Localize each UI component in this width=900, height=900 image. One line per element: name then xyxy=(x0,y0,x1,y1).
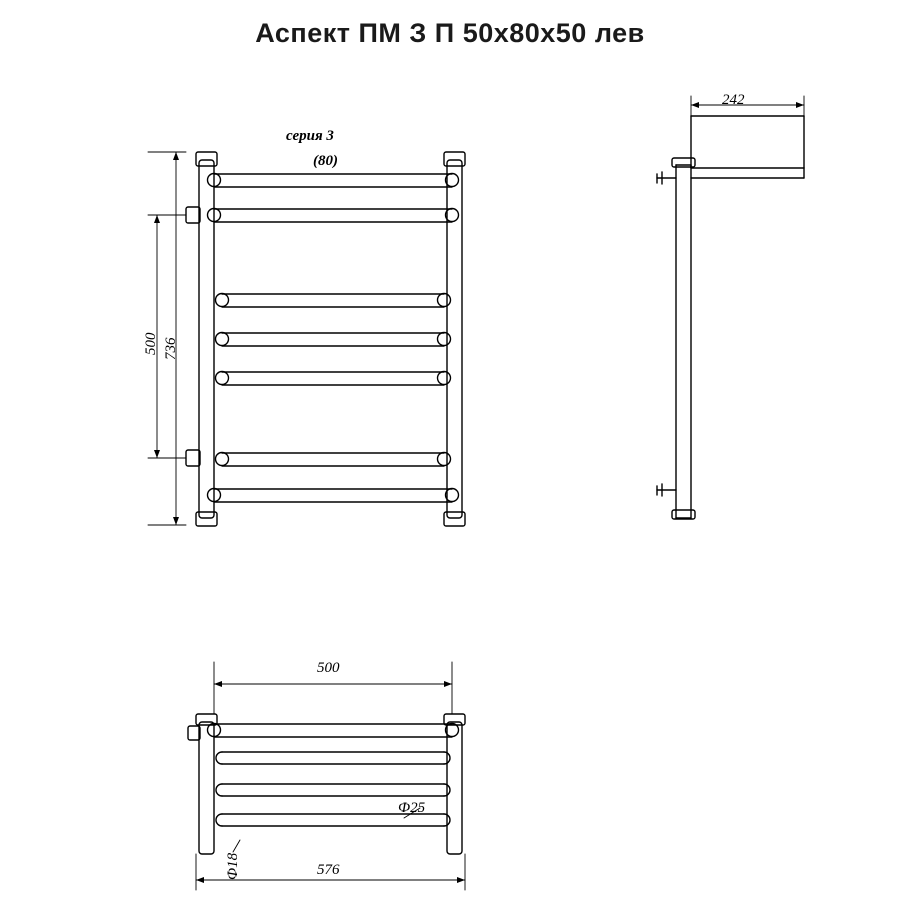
front-rung-3 xyxy=(216,294,451,308)
leader-pipe-rung xyxy=(233,840,240,852)
front-left-post xyxy=(199,160,214,518)
label-depth: 242 xyxy=(722,92,745,108)
front-view xyxy=(186,152,465,526)
front-rung-6 xyxy=(216,453,451,467)
front-rung-7 xyxy=(208,489,459,503)
label-height-outer: 736 xyxy=(163,337,179,360)
side-dimensions xyxy=(691,96,804,116)
top-bracket-left xyxy=(188,726,200,740)
side-view xyxy=(657,116,804,519)
top-rung-2 xyxy=(216,752,450,764)
page-title: Аспект ПМ З П 50х80х50 лев xyxy=(255,18,645,48)
side-bracket-top xyxy=(657,172,676,184)
front-rung-4 xyxy=(216,333,451,347)
front-right-post xyxy=(447,160,462,518)
front-rung-2 xyxy=(208,209,459,223)
label-series-size: (80) xyxy=(313,153,338,169)
side-shelf-projection xyxy=(691,116,804,178)
top-left-post xyxy=(199,722,214,854)
top-rung-3 xyxy=(216,784,450,796)
label-width-inner: 500 xyxy=(317,660,340,676)
label-width-outer: 576 xyxy=(317,862,340,878)
side-bracket-bottom xyxy=(657,484,676,496)
label-pipe-main: Ф25 xyxy=(398,800,426,816)
top-rung-1 xyxy=(208,724,459,738)
front-bracket-top xyxy=(186,207,200,223)
label-pipe-rung: Ф18 xyxy=(225,852,241,880)
label-series: серия 3 xyxy=(286,128,334,144)
top-view xyxy=(188,714,465,854)
label-height-inner: 500 xyxy=(143,332,159,355)
front-rung-5 xyxy=(216,372,451,386)
front-bracket-bottom xyxy=(186,450,200,466)
front-rung-1 xyxy=(208,174,459,188)
